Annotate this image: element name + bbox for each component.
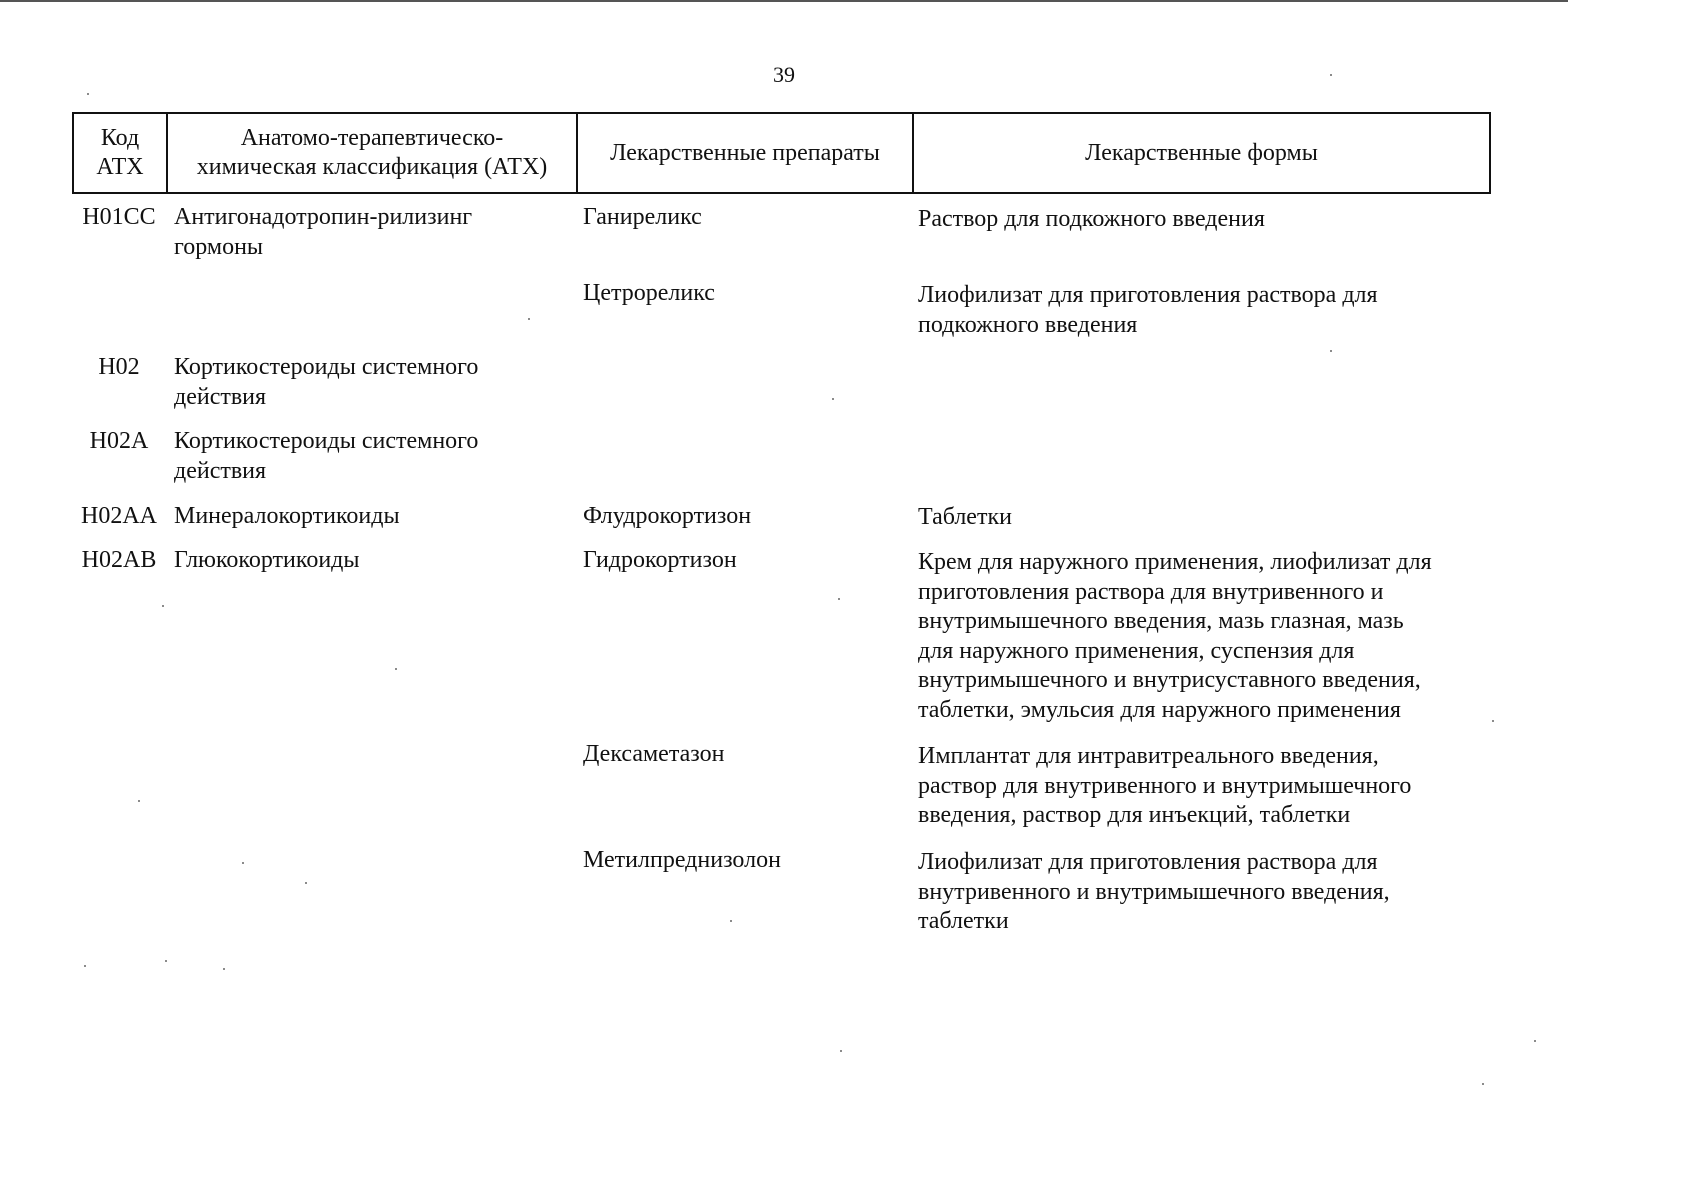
header-classification-text: Анатомо-терапевтическо- химическая классификация (АТХ) <box>196 125 548 180</box>
row-forms: Лиофилизат для приготовления раствора для подкожного введения <box>918 282 1378 338</box>
row-drug: Флудрокортизон <box>583 503 752 529</box>
row-code: H01CC <box>82 204 156 230</box>
scan-speck <box>840 1050 842 1052</box>
header-drugs-text: Лекарственные препараты <box>610 139 880 166</box>
top-border-line <box>0 0 1568 2</box>
scan-speck <box>1330 350 1332 352</box>
header-forms <box>914 114 1489 192</box>
scan-speck <box>1482 1083 1484 1085</box>
scan-speck <box>1330 74 1332 76</box>
row-forms: Таблетки <box>918 504 1012 530</box>
scan-speck <box>730 920 732 922</box>
header-code <box>74 114 168 192</box>
header-classification <box>168 114 578 192</box>
scan-speck <box>87 93 89 95</box>
scan-speck <box>84 965 86 967</box>
row-classification: Кортикостероиды системного действия <box>174 428 479 484</box>
row-classification: Кортикостероиды системного действия <box>174 354 479 410</box>
scan-speck <box>138 800 140 802</box>
scan-speck <box>528 318 530 320</box>
scan-speck <box>242 862 244 864</box>
scan-speck <box>165 960 167 962</box>
row-drug: Ганиреликс <box>583 204 702 230</box>
row-forms: Лиофилизат для приготовления раствора для внутривенного и внутримышечного введения, таблетки <box>918 849 1390 934</box>
header-code-text: Код АТХ <box>96 125 144 180</box>
row-code: H02 <box>98 354 140 380</box>
row-classification: Минералокортикоиды <box>174 503 400 529</box>
scan-speck <box>305 882 307 884</box>
row-forms: Имплантат для интравитреального введения, раствор для внутривенного и внутримышечного введения, раствор для инъекций, таблетки <box>918 743 1412 828</box>
row-forms: Раствор для подкожного введения <box>918 206 1265 232</box>
scan-speck <box>1492 720 1494 722</box>
scan-speck <box>832 398 834 400</box>
row-drug: Дексаметазон <box>583 741 725 767</box>
table-header <box>72 112 1491 194</box>
row-forms: Крем для наружного применения, лиофилизат для приготовления раствора для внутривенного и внутримышечного введения, мазь глазная, мазь для наружного применения, суспензия для внутримышечного и внутрисуставного введения, таблетки, эмульсия для наружного применения <box>918 549 1432 723</box>
row-code: H02AB <box>81 547 157 573</box>
row-classification: Глюкокортикоиды <box>174 547 360 573</box>
row-drug: Цетрореликс <box>583 280 715 306</box>
scan-speck <box>1534 1040 1536 1042</box>
row-classification: Антигонадотропин-рилизинг гормоны <box>174 204 473 260</box>
scan-speck <box>162 605 164 607</box>
page-number: 39 <box>773 62 795 87</box>
row-drug: Гидрокортизон <box>583 547 737 573</box>
header-drugs <box>578 114 914 192</box>
row-code: H02A <box>89 428 149 454</box>
row-drug: Метилпреднизолон <box>583 847 781 873</box>
header-forms-text: Лекарственные формы <box>1085 139 1318 166</box>
row-code: H02AA <box>81 503 157 529</box>
scan-speck <box>395 668 397 670</box>
scan-speck <box>223 968 225 970</box>
scan-speck <box>838 598 840 600</box>
